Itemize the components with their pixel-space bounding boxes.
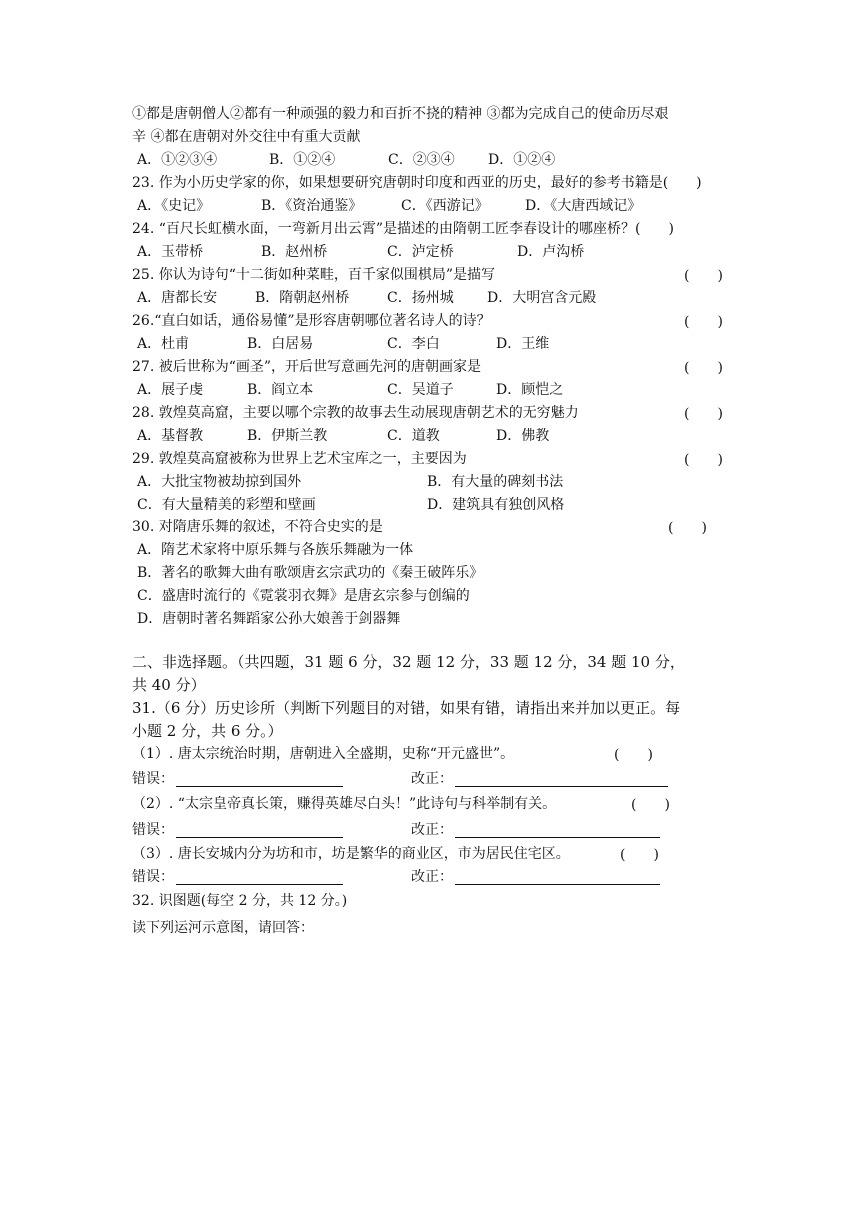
option-b[interactable]: B．阎立本: [247, 382, 314, 398]
answer-bracket[interactable]: ( ): [668, 520, 707, 536]
option-a[interactable]: A．唐都长安: [137, 290, 218, 306]
q32-stem: 32. 识图题(每空 2 分，共 12 分。): [132, 893, 348, 909]
option-a[interactable]: A．基督教: [137, 428, 204, 444]
option-b[interactable]: B．①②④: [269, 152, 336, 168]
option-d[interactable]: D．顾恺之: [496, 382, 564, 398]
answer-bracket[interactable]: ( ): [614, 747, 653, 763]
option-c[interactable]: C．道教: [387, 428, 440, 444]
option-d[interactable]: D．《大唐西域记》: [525, 198, 642, 214]
option-c[interactable]: C．有大量精美的彩塑和壁画: [137, 497, 316, 513]
answer-bracket[interactable]: ( ): [684, 406, 723, 422]
option-d[interactable]: D．①②④: [488, 152, 556, 168]
option-a[interactable]: A．①②③④: [137, 152, 218, 168]
q25-stem: 25. 你认为诗句“十二街如种菜畦，百千家似围棋局”是描写: [132, 267, 496, 283]
option-a[interactable]: A．大批宝物被劫掠到国外: [137, 474, 302, 490]
option-c[interactable]: C．泸定桥: [387, 244, 454, 260]
q31-stem-cont: 小题 2 分，共 6 分。）: [132, 722, 283, 740]
option-b[interactable]: B．有大量的碑刻书法: [427, 474, 564, 490]
answer-bracket[interactable]: ( ): [684, 314, 723, 330]
correct-label: 改正：: [411, 771, 453, 787]
answer-bracket[interactable]: ( ): [620, 847, 659, 863]
option-b[interactable]: B．《资治通鉴》: [261, 198, 363, 214]
option-a[interactable]: A．展子虔: [137, 382, 204, 398]
q32-sub: 读下列运河示意图，请回答：: [132, 920, 314, 936]
option-a[interactable]: A．玉带桥: [137, 244, 204, 260]
option-d[interactable]: D．唐朝时著名舞蹈家公孙大娘善于剑器舞: [137, 611, 401, 627]
option-b[interactable]: B．著名的歌舞大曲有歌颂唐玄宗武功的《秦王破阵乐》: [137, 565, 484, 581]
option-d[interactable]: D．建筑具有独创风格: [427, 497, 565, 513]
correct-answer-line[interactable]: [455, 786, 668, 787]
option-a[interactable]: A．杜甫: [137, 336, 190, 352]
answer-bracket[interactable]: ( ): [684, 268, 723, 284]
option-c[interactable]: C．《西游记》: [401, 198, 489, 214]
q29-stem: 29. 敦煌莫高窟被称为世界上艺术宝库之一，主要因为: [132, 451, 467, 467]
option-d[interactable]: D．王维: [496, 336, 550, 352]
answer-bracket[interactable]: ( ): [684, 452, 723, 468]
error-label: 错误：: [132, 869, 174, 885]
q31-item-1: （1）. 唐太宗统治时期，唐朝进入全盛期，史称“开元盛世”。: [132, 746, 515, 762]
error-answer-line[interactable]: [176, 884, 343, 885]
option-a[interactable]: A．《史记》: [137, 198, 211, 214]
intro-line-1: ①都是唐朝僧人②都有一种顽强的毅力和百折不挠的精神 ③都为完成自己的使命历尽艰: [132, 106, 669, 122]
option-d[interactable]: D．佛教: [496, 428, 550, 444]
error-label: 错误：: [132, 822, 174, 838]
intro-line-2: 辛 ④都在唐朝对外交往中有重大贡献: [132, 129, 361, 145]
q24-stem: 24. “百尺长虹横水面，一弯新月出云霄”是描述的由隋朝工匠李春设计的哪座桥？( ): [132, 221, 674, 237]
q31-stem: 31.（6 分）历史诊所（判断下列题目的对错，如果有错，请指出来并加以更正。每: [132, 699, 681, 717]
q31-item-3: （3）. 唐长安城内分为坊和市，坊是繁华的商业区，市为居民住宅区。: [132, 846, 570, 862]
section-heading-cont: 共 40 分）: [132, 676, 206, 694]
option-b[interactable]: B．赵州桥: [261, 244, 328, 260]
option-b[interactable]: B．隋朝赵州桥: [255, 290, 350, 306]
option-c[interactable]: C．盛唐时流行的《霓裳羽衣舞》是唐玄宗参与创编的: [137, 588, 470, 604]
option-c[interactable]: C．吴道子: [387, 382, 454, 398]
correct-answer-line[interactable]: [455, 884, 660, 885]
option-c[interactable]: C．②③④: [388, 152, 455, 168]
option-c[interactable]: C．李白: [387, 336, 440, 352]
error-label: 错误：: [132, 771, 174, 787]
option-b[interactable]: B．白居易: [247, 336, 314, 352]
q26-stem: 26.“直白如话，通俗易懂”是形容唐朝哪位著名诗人的诗？: [132, 313, 491, 329]
q23-stem: 23. 作为小历史学家的你，如果想要研究唐朝时印度和西亚的历史，最好的参考书籍是( ): [132, 175, 702, 191]
correct-label: 改正：: [411, 869, 453, 885]
q27-stem: 27. 被后世称为“画圣”，开后世写意画先河的唐朝画家是: [132, 359, 482, 375]
q31-item-2: （2）. “太宗皇帝真长策，赚得英雄尽白头！”此诗句与科举制有关。: [132, 796, 557, 812]
correct-label: 改正：: [411, 822, 453, 838]
option-a[interactable]: A．隋艺术家将中原乐舞与各族乐舞融为一体: [137, 542, 414, 558]
correct-answer-line[interactable]: [455, 837, 660, 838]
option-d[interactable]: D．卢沟桥: [517, 244, 585, 260]
q28-stem: 28. 敦煌莫高窟，主要以哪个宗教的故事去生动展现唐朝艺术的无穷魅力: [132, 405, 579, 421]
option-d[interactable]: D．大明宫含元殿: [487, 290, 597, 306]
error-answer-line[interactable]: [176, 837, 343, 838]
option-b[interactable]: B．伊斯兰教: [247, 428, 328, 444]
option-c[interactable]: C．扬州城: [387, 290, 454, 306]
q30-stem: 30. 对隋唐乐舞的叙述，不符合史实的是: [132, 519, 383, 535]
section-heading: 二、非选择题。（共四题，31 题 6 分，32 题 12 分，33 题 12 分，34 题 10 分，: [132, 653, 685, 671]
answer-bracket[interactable]: ( ): [684, 360, 723, 376]
error-answer-line[interactable]: [176, 786, 343, 787]
answer-bracket[interactable]: ( ): [631, 797, 670, 813]
